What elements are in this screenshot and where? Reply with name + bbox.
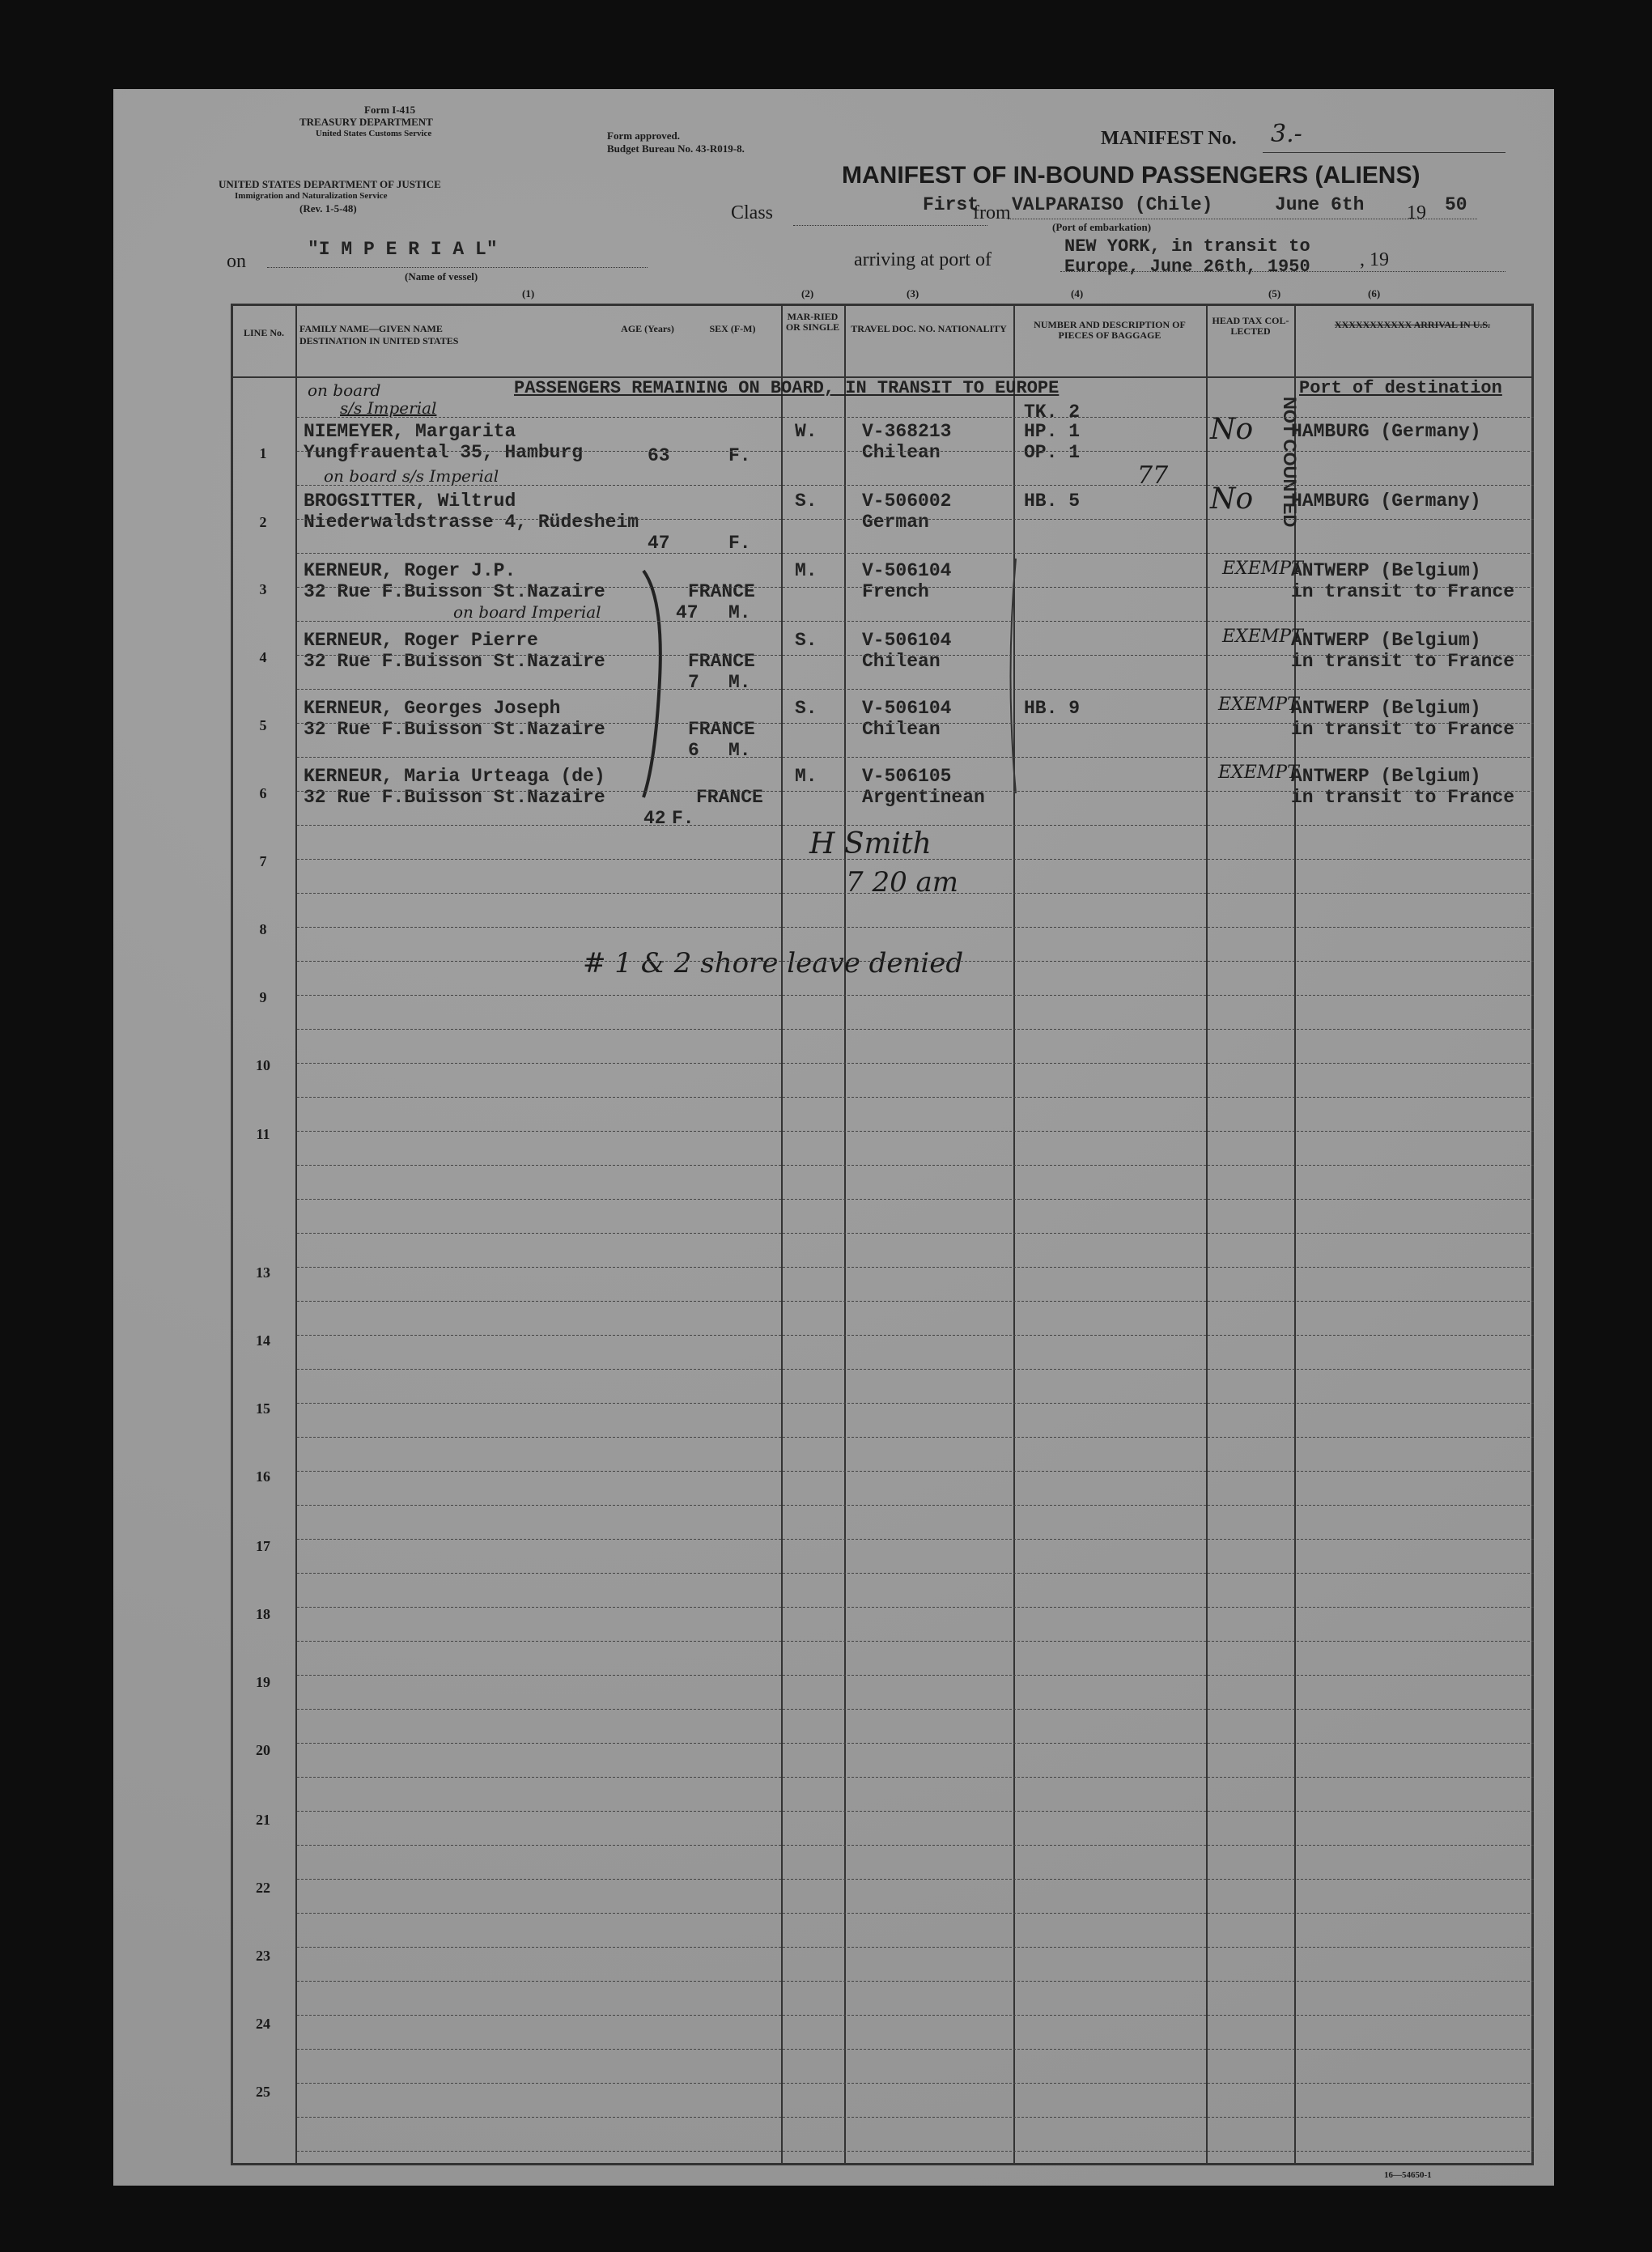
line-number: 25: [256, 2084, 270, 2100]
passenger-name: KERNEUR, Georges Joseph: [304, 698, 561, 719]
col-ref-2: (2): [801, 287, 814, 300]
passenger-nationality: Argentinean: [862, 787, 985, 808]
row-rule: [297, 1607, 1534, 1608]
row-rule: [297, 825, 1534, 826]
passenger-country: FRANCE: [688, 581, 755, 602]
row-rule: [297, 859, 1534, 860]
passenger-name: KERNEUR, Roger J.P.: [304, 560, 516, 581]
passenger-sex: F.: [728, 533, 751, 554]
row-rule: [297, 2015, 1534, 2016]
passenger-address: 32 Rue F.Buisson St.Nazaire: [304, 719, 605, 740]
baggage-item: HP. 1: [1024, 421, 1081, 442]
row-rule: [297, 1675, 1534, 1676]
line-number: 2: [259, 514, 267, 530]
passenger-doc: V-506105: [862, 766, 952, 787]
line-number: 13: [256, 1264, 270, 1281]
line-number: 16: [256, 1468, 270, 1485]
row-rule: [297, 1913, 1534, 1914]
col-header-baggage: NUMBER AND DESCRIPTION OF PIECES OF BAGGAGE: [1034, 319, 1186, 341]
row-rule: [297, 1471, 1534, 1472]
passenger-doc: V-506104: [862, 560, 952, 581]
line-number: 24: [256, 2016, 270, 2032]
row-rule: [297, 1267, 1534, 1268]
row-rule: [297, 757, 1534, 758]
manifest-no-line: [1263, 152, 1505, 153]
row-rule: [297, 1981, 1534, 1982]
col-header-sex: SEX (F-M): [709, 323, 756, 334]
passenger-age: 6: [688, 740, 699, 761]
passenger-nationality: German: [862, 512, 929, 533]
passenger-country: FRANCE: [688, 719, 755, 740]
destination: HAMBURG (Germany): [1291, 421, 1481, 442]
manifest-label: MANIFEST No.: [1101, 128, 1237, 149]
passenger-name: BROGSITTER, Wiltrud: [304, 491, 516, 512]
from-value: VALPARAISO (Chile): [1012, 194, 1213, 215]
head-tax: EXEMPT: [1218, 695, 1299, 715]
vessel-note: (Name of vessel): [405, 270, 478, 283]
passenger-nationality: Chilean: [862, 719, 941, 740]
family-bracket: [639, 567, 672, 801]
line-number: 17: [256, 1538, 270, 1554]
head-tax: No: [1210, 413, 1254, 446]
customs-service: United States Customs Service: [316, 129, 432, 138]
passenger-nationality: French: [862, 581, 929, 602]
passenger-name: NIEMEYER, Margarita: [304, 421, 516, 442]
line-number: 23: [256, 1948, 270, 1964]
row-rule: [297, 1437, 1534, 1438]
ins-service: Immigration and Naturalization Service: [235, 191, 388, 201]
row-rule: [297, 1777, 1534, 1778]
line-number: 11: [256, 1126, 270, 1142]
row-rule: [297, 2151, 1534, 2152]
handwritten-signature: H Smith: [809, 827, 932, 860]
handwritten-onboard-note: on board Imperial: [453, 602, 601, 622]
from-label: from: [973, 202, 1011, 223]
baggage-item: TK. 2: [1024, 402, 1081, 423]
row-rule: [297, 2117, 1534, 2118]
baggage-item: HB. 9: [1024, 698, 1081, 719]
passenger-nationality: Chilean: [862, 651, 941, 672]
passenger-sex: M.: [728, 602, 751, 623]
line-number: 14: [256, 1332, 270, 1349]
col-header-married: MAR-RIED OR SINGLE: [785, 311, 840, 333]
revision: (Rev. 1-5-48): [299, 202, 357, 215]
row-rule: [297, 2049, 1534, 2050]
col-header-headtax: HEAD TAX COL-LECTED: [1212, 315, 1289, 337]
budget-bureau: Budget Bureau No. 43-R019-8.: [607, 142, 745, 155]
col-header-struck: XXXXXXXXXXX ARRIVAL IN U.S.: [1334, 319, 1491, 330]
class-label: Class: [731, 202, 774, 223]
arriving-line: [1060, 271, 1505, 272]
passenger-sex: F.: [728, 445, 751, 466]
row-rule: [297, 485, 1534, 486]
row-rule: [297, 1369, 1534, 1370]
line-number: 10: [256, 1057, 270, 1073]
treasury-dept: TREASURY DEPARTMENT: [299, 116, 433, 128]
passenger-marital: M.: [795, 560, 818, 581]
port-embarkation-note: (Port of embarkation): [1052, 221, 1152, 233]
line-number: 1: [259, 445, 267, 461]
row-rule: [297, 1097, 1534, 1098]
destination: ANTWERP (Belgium): [1291, 766, 1481, 787]
passenger-age: 7: [688, 672, 699, 693]
row-rule: [297, 995, 1534, 996]
baggage-item: HB. 5: [1024, 491, 1081, 512]
head-tax: EXEMPT: [1222, 627, 1303, 647]
line-number: 8: [259, 921, 267, 937]
col-header-travel: TRAVEL DOC. NO. NATIONALITY: [851, 323, 1007, 334]
passenger-name: KERNEUR, Maria Urteaga (de): [304, 766, 605, 787]
line-number: 9: [259, 989, 267, 1005]
baggage-bracket: [1004, 555, 1020, 797]
row-rule: [297, 791, 1534, 792]
port-of-destination-label: Port of destination: [1299, 378, 1502, 398]
col-header-line: LINE No.: [243, 327, 284, 338]
class-line: [793, 225, 987, 226]
form-number: Form I-415: [364, 104, 416, 116]
col-header-name: FAMILY NAME—GIVEN NAME: [299, 323, 443, 334]
passenger-marital: S.: [795, 630, 818, 651]
head-tax: No: [1210, 482, 1254, 516]
row-rule: [297, 655, 1534, 656]
destination-transit: in transit to France: [1291, 651, 1515, 672]
destination: ANTWERP (Belgium): [1291, 560, 1481, 581]
passenger-country: FRANCE: [688, 651, 755, 672]
passenger-age: 47: [648, 533, 670, 554]
passenger-doc: V-506104: [862, 630, 952, 651]
passenger-sex: M.: [728, 740, 751, 761]
form-approved: Form approved.: [607, 130, 681, 142]
handwritten-shore-leave-note: # 1 & 2 shore leave denied: [583, 947, 964, 979]
section-heading: PASSENGERS REMAINING ON BOARD, IN TRANSIT TO EUROPE: [514, 378, 1060, 398]
row-rule: [297, 927, 1534, 928]
handwritten-onboard-note: on board: [308, 380, 381, 400]
destination: HAMBURG (Germany): [1291, 491, 1481, 512]
line-number: 19: [256, 1674, 270, 1690]
passenger-age: 63: [648, 445, 670, 466]
arriving-line1: NEW YORK, in transit to: [1064, 236, 1310, 257]
row-rule: [297, 1641, 1534, 1642]
not-counted-stamp: NOT COUNTED: [1280, 397, 1300, 528]
row-rule: [297, 1131, 1534, 1132]
col-divider: [781, 304, 783, 2165]
row-rule: [297, 689, 1534, 690]
arriving-label: arriving at port of: [854, 249, 992, 270]
passenger-address: Niederwaldstrasse 4, Rüdesheim: [304, 512, 639, 533]
line-number: 5: [259, 717, 267, 733]
row-rule: [297, 417, 1534, 418]
destination-transit: in transit to France: [1291, 787, 1515, 808]
col-ref-3: (3): [907, 287, 919, 300]
row-rule: [297, 1403, 1534, 1404]
passenger-marital: S.: [795, 698, 818, 719]
head-tax: EXEMPT: [1222, 559, 1303, 579]
passenger-doc: V-506104: [862, 698, 952, 719]
passenger-name: KERNEUR, Roger Pierre: [304, 630, 538, 651]
col-ref-1: (1): [522, 287, 535, 300]
row-rule: [297, 1029, 1534, 1030]
row-rule: [297, 1573, 1534, 1574]
row-rule: [297, 1879, 1534, 1880]
on-label: on: [227, 251, 246, 272]
handwritten-count: 77: [1137, 461, 1169, 490]
head-tax: EXEMPT: [1218, 763, 1299, 783]
row-rule: [297, 1539, 1534, 1540]
passenger-marital: W.: [795, 421, 818, 442]
row-rule: [297, 1335, 1534, 1336]
line-number: 20: [256, 1742, 270, 1758]
line-number: 4: [259, 649, 267, 665]
passenger-address: 32 Rue F.Buisson St.Nazaire: [304, 581, 605, 602]
justice-dept: UNITED STATES DEPARTMENT OF JUSTICE: [219, 178, 441, 190]
line-number: 22: [256, 1880, 270, 1896]
passenger-marital: S.: [795, 491, 818, 512]
row-rule: [297, 621, 1534, 622]
line-number: 21: [256, 1812, 270, 1828]
col-ref-4: (4): [1071, 287, 1084, 300]
row-rule: [297, 553, 1534, 554]
destination: ANTWERP (Belgium): [1291, 630, 1481, 651]
handwritten-onboard-note: s/s Imperial: [340, 398, 437, 418]
row-rule: [297, 961, 1534, 962]
row-rule: [297, 451, 1534, 452]
row-rule: [297, 1301, 1534, 1302]
row-rule: [297, 1233, 1534, 1234]
destination-transit: in transit to France: [1291, 719, 1515, 740]
passenger-country: FRANCE: [696, 787, 763, 808]
col-header-destination: DESTINATION IN UNITED STATES: [299, 335, 459, 346]
passenger-sex: M.: [728, 672, 751, 693]
row-rule: [297, 1845, 1534, 1846]
passenger-marital: M.: [795, 766, 818, 787]
manifest-number: 3.-: [1271, 120, 1302, 148]
col-header-age: AGE (Years): [621, 323, 674, 334]
page-title: MANIFEST OF IN-BOUND PASSENGERS (ALIENS): [842, 162, 1421, 189]
handwritten-onboard-note: on board s/s Imperial: [324, 466, 499, 486]
manifest-page: [113, 89, 1554, 2186]
footer-code: 16—54650-1: [1384, 2170, 1432, 2180]
destination-transit: in transit to France: [1291, 581, 1515, 602]
year-value: 50: [1445, 194, 1467, 215]
row-rule: [297, 2083, 1534, 2084]
date-value: June 6th: [1275, 194, 1365, 215]
row-rule: [297, 1743, 1534, 1744]
vessel-name: "I M P E R I A L": [308, 239, 498, 260]
line-number: 18: [256, 1606, 270, 1622]
col-divider: [844, 304, 846, 2165]
baggage-item: OP. 1: [1024, 442, 1081, 463]
destination: ANTWERP (Belgium): [1291, 698, 1481, 719]
year-prefix: 19: [1407, 202, 1426, 223]
row-rule: [297, 1199, 1534, 1200]
row-rule: [297, 1165, 1534, 1166]
arriving-line2: Europe, June 26th, 1950: [1064, 257, 1310, 277]
row-rule: [297, 1063, 1534, 1064]
line-number: 3: [259, 581, 267, 597]
col-ref-5: (5): [1268, 287, 1281, 300]
row-rule: [297, 1709, 1534, 1710]
passenger-address: 32 Rue F.Buisson St.Nazaire: [304, 651, 605, 672]
passenger-address: 32 Rue F.Buisson St.Nazaire: [304, 787, 605, 808]
passenger-doc: V-506002: [862, 491, 952, 512]
col-ref-6: (6): [1368, 287, 1381, 300]
line-number: 7: [259, 853, 267, 869]
row-rule: [297, 1811, 1534, 1812]
col-divider: [295, 304, 297, 2165]
passenger-address: Yungfrauental 35, Hamburg: [304, 442, 584, 463]
passenger-sex: F.: [672, 808, 694, 829]
col-divider: [1206, 304, 1208, 2165]
passenger-nationality: Chilean: [862, 442, 941, 463]
line-number: 15: [256, 1400, 270, 1417]
vessel-line: [267, 267, 648, 268]
line-number: 6: [259, 785, 267, 801]
row-rule: [297, 1505, 1534, 1506]
handwritten-time: 7 20 am: [846, 866, 959, 899]
row-rule: [297, 587, 1534, 588]
row-rule: [297, 893, 1534, 894]
passenger-age: 42: [643, 808, 666, 829]
row-rule: [297, 723, 1534, 724]
class-value: First: [923, 194, 979, 215]
passenger-age: 47: [676, 602, 699, 623]
row-rule: [297, 1947, 1534, 1948]
passenger-doc: V-368213: [862, 421, 952, 442]
row-rule: [297, 519, 1534, 520]
year-prefix-2: , 19: [1360, 249, 1389, 270]
